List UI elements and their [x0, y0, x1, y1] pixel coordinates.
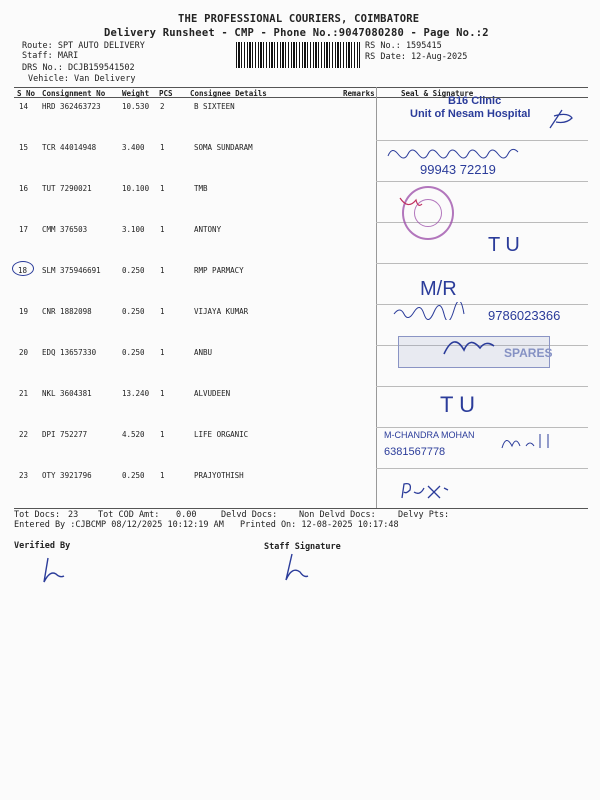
signature-20 [440, 330, 500, 362]
phone-22: 6381567778 [384, 446, 446, 458]
row-sno: 23 [19, 471, 29, 480]
row-consignment-no: CNR 1882098 [42, 307, 92, 316]
row-consignee: RMP PARMACY [194, 266, 244, 275]
row-consignment-no: NKL 3604381 [42, 389, 92, 398]
tot-docs-value: 23 [68, 510, 79, 520]
row-pcs: 1 [160, 307, 165, 316]
row-consignment-no: EDQ 13657330 [42, 348, 97, 357]
row-weight: 0.250 [122, 307, 145, 316]
tot-cod-value: 0.00 [176, 510, 197, 520]
rs-date: RS Date: 12-Aug-2025 [365, 52, 468, 62]
b16-clinic-stamp-line2: Unit of Nesam Hospital [410, 108, 531, 120]
tu-21: T U [440, 392, 476, 417]
phone-19: 9786023366 [488, 308, 561, 323]
row-consignee: ANTONY [194, 225, 222, 234]
row-sno: 19 [19, 307, 29, 316]
row-consignee: VIJAYA KUMAR [194, 307, 249, 316]
barcode [236, 42, 360, 68]
row-consignment-no: TCR 44014948 [42, 143, 97, 152]
col-header-sno: S No [17, 89, 36, 98]
row-consignee: TMB [194, 184, 208, 193]
entered-by: Entered By :CJBCMP 08/12/2025 10:12:19 AM [14, 520, 224, 530]
signature-19 [392, 302, 472, 320]
row-consignee: PRAJYOTHISH [194, 471, 244, 480]
verified-signature [38, 556, 68, 586]
runsheet-subtitle: Delivery Runsheet - CMP - Phone No.:9047080280 - Page No.:2 [104, 27, 489, 39]
row-consignment-no: CMM 376503 [42, 225, 88, 234]
delvd-docs: Delvd Docs: [221, 510, 278, 520]
vehicle-label: Vehicle: Van Delivery [28, 74, 136, 84]
row-consignee: ALVUDEEN [194, 389, 231, 398]
signature-23 [398, 478, 478, 504]
row-sno: 20 [19, 348, 29, 357]
row-weight: 0.250 [122, 471, 145, 480]
signature-15 [384, 144, 534, 164]
company-title: THE PROFESSIONAL COURIERS, COIMBATORE [178, 13, 420, 25]
b16-clinic-stamp-line1: B16 Clinic [448, 95, 502, 107]
row-weight: 3.100 [122, 225, 145, 234]
row-weight: 10.530 [122, 102, 150, 111]
rs-number: RS No.: 1595415 [365, 41, 442, 51]
col-header-consignee: Consignee Details [190, 89, 267, 98]
signature-14 [540, 106, 580, 132]
row-consignee: B SIXTEEN [194, 102, 235, 111]
row-pcs: 1 [160, 225, 165, 234]
verified-by-label: Verified By [14, 541, 71, 551]
row-sno: 22 [19, 430, 29, 439]
row-pcs: 1 [160, 348, 165, 357]
route-label: Route: SPT AUTO DELIVERY [22, 41, 145, 51]
printed-on: Printed On: 12-08-2025 10:17:48 [240, 520, 399, 530]
row-pcs: 1 [160, 266, 165, 275]
phone-15: 99943 72219 [420, 162, 496, 177]
row-consignee: SOMA SUNDARAM [194, 143, 253, 152]
staff-label: Staff: MARI [22, 51, 79, 61]
row-sno: 16 [19, 184, 29, 193]
row-weight: 13.240 [122, 389, 150, 398]
drs-number: DRS No.: DCJB159541502 [22, 63, 135, 73]
signature-22 [500, 430, 560, 452]
row-weight: 0.250 [122, 348, 145, 357]
row-consignment-no: OTY 3921796 [42, 471, 92, 480]
row-consignment-no: SLM 375946691 [42, 266, 101, 275]
row-pcs: 1 [160, 471, 165, 480]
row-sno: 15 [19, 143, 29, 152]
non-delvd-docs: Non Delvd Docs: [299, 510, 376, 520]
row-sno: 14 [19, 102, 29, 111]
mchandra-22: M-CHANDRA MOHAN [384, 430, 475, 440]
tot-docs-label: Tot Docs: [14, 510, 61, 520]
col-header-pcs: PCS [159, 89, 173, 98]
row-pcs: 2 [160, 102, 165, 111]
row-pcs: 1 [160, 184, 165, 193]
row-sno: 21 [19, 389, 29, 398]
tu-17: T U [488, 234, 520, 256]
col-header-weight: Weight [122, 89, 150, 98]
row-consignment-no: HRD 362463723 [42, 102, 101, 111]
row-consignee: ANBU [194, 348, 213, 357]
staff-signature [278, 552, 312, 586]
col-header-remarks: Remarks [343, 89, 375, 98]
row-consignee: LIFE ORGANIC [194, 430, 249, 439]
row-weight: 10.100 [122, 184, 150, 193]
row-pcs: 1 [160, 389, 165, 398]
row-pcs: 1 [160, 143, 165, 152]
spares-stamp: SPARES [504, 346, 553, 360]
row-pcs: 1 [160, 430, 165, 439]
row-sno: 17 [19, 225, 29, 234]
mr-18: M/R [420, 278, 457, 300]
row-weight: 4.520 [122, 430, 145, 439]
col-header-consignment: Consignment No [42, 89, 106, 98]
tot-cod-label: Tot COD Amt: [98, 510, 160, 520]
row-weight: 0.250 [122, 266, 145, 275]
staff-signature-label: Staff Signature [264, 542, 341, 552]
signature-16 [396, 192, 426, 216]
row-weight: 3.400 [122, 143, 145, 152]
delvy-pts: Delvy Pts: [398, 510, 450, 520]
col-header-seal: Seal & Signature [401, 89, 474, 98]
row-sno: 18 [18, 266, 28, 275]
row-consignment-no: DPI 752277 [42, 430, 88, 439]
row-consignment-no: TUT 7290021 [42, 184, 92, 193]
